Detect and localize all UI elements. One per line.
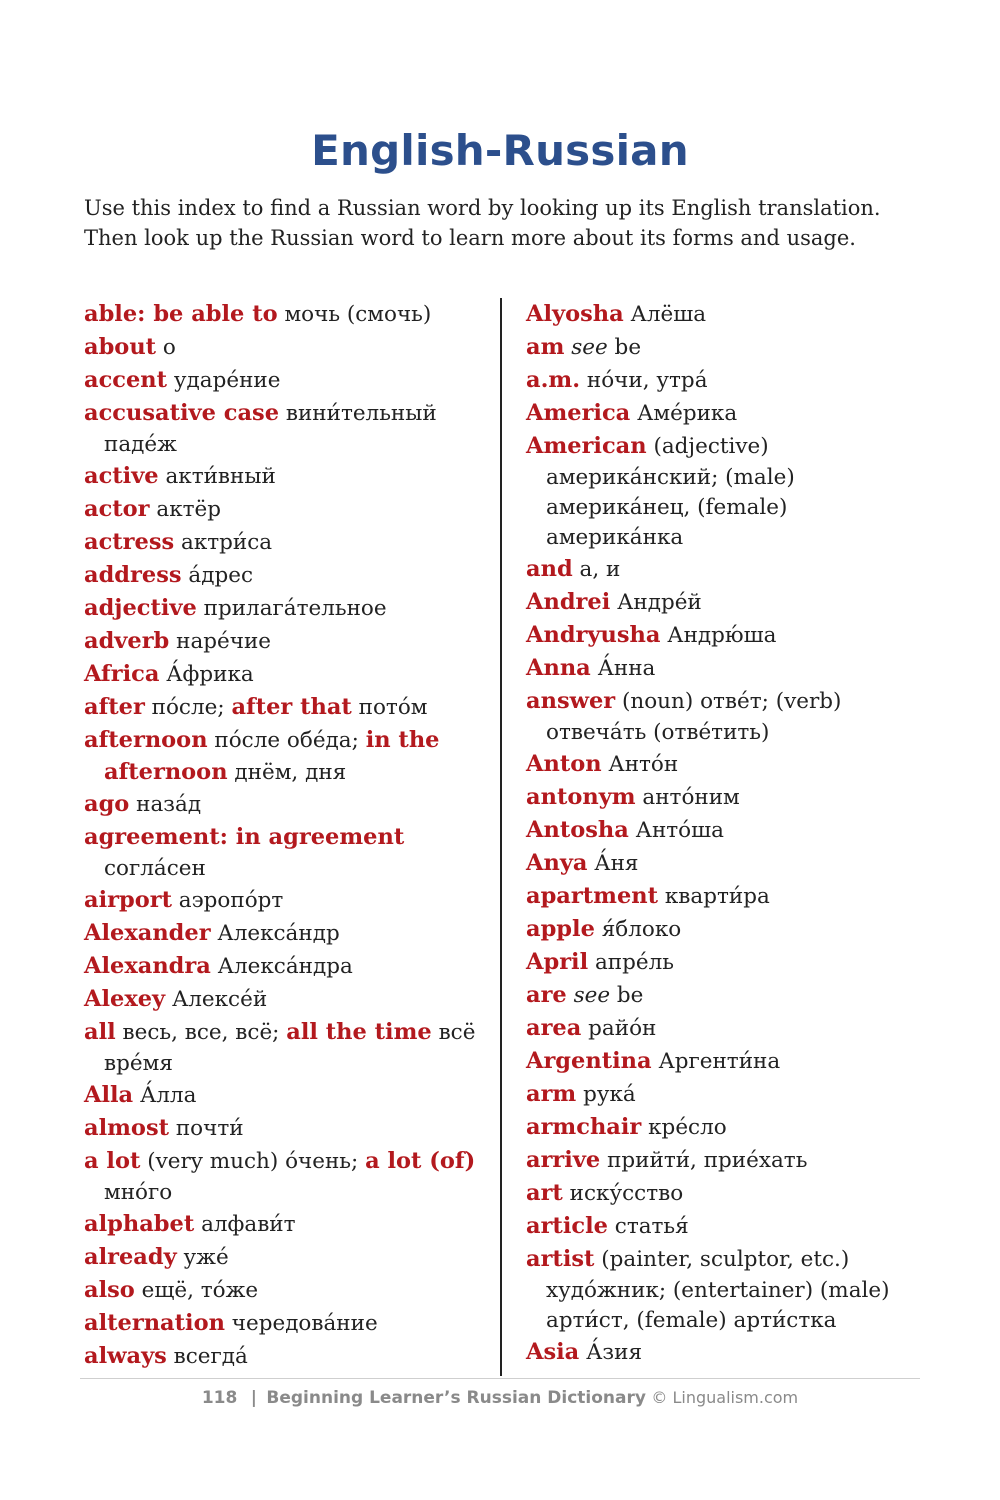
translation: худо́жник; (entertainer) (male) — [546, 1278, 890, 1303]
entry-line — [526, 1045, 926, 1078]
translation: иску́сство — [562, 1181, 684, 1206]
dictionary-entry — [526, 553, 926, 586]
entry-continuation-line — [526, 1306, 926, 1336]
headword: almost — [84, 1115, 170, 1141]
headword: always — [84, 1343, 167, 1369]
translation: уже́ — [176, 1245, 229, 1270]
headword: a.m. — [526, 367, 581, 393]
translation: ударе́ние — [167, 368, 281, 393]
dictionary-entry — [84, 658, 494, 691]
translation: А́ня — [587, 851, 639, 876]
headword: art — [526, 1180, 563, 1206]
translation: по́сле обе́да; — [207, 728, 366, 753]
dictionary-entry — [526, 586, 926, 619]
dictionary-entry — [526, 1078, 926, 1111]
translation: be — [607, 335, 642, 360]
translation: кварти́ра — [658, 884, 770, 909]
dictionary-entry — [526, 1045, 926, 1078]
dictionary-entry — [84, 559, 494, 592]
translation: алфави́т — [194, 1212, 296, 1237]
entry-line — [526, 1336, 926, 1369]
entry-line — [526, 781, 926, 814]
dictionary-entry — [84, 788, 494, 821]
entry-continuation-line — [84, 430, 494, 460]
translation: америка́нка — [546, 525, 684, 550]
dictionary-entry — [526, 331, 926, 364]
translation: вре́мя — [104, 1051, 173, 1076]
translation: наре́чие — [169, 629, 272, 654]
entry-line — [526, 1078, 926, 1111]
headword: able: be able to — [84, 301, 278, 327]
dictionary-entry — [526, 781, 926, 814]
translation: кре́сло — [641, 1115, 727, 1140]
dictionary-entry — [84, 364, 494, 397]
dictionary-entry — [84, 625, 494, 658]
dictionary-entry — [526, 1111, 926, 1144]
translation: о — [156, 335, 176, 360]
entry-line — [84, 625, 494, 658]
entry-line — [526, 748, 926, 781]
headword: am — [526, 334, 565, 360]
copyright: © Lingualism.com — [651, 1388, 799, 1407]
entry-line — [84, 559, 494, 592]
headword: about — [84, 334, 157, 360]
dictionary-entry — [526, 1177, 926, 1210]
translation: А́нна — [590, 656, 656, 681]
headword: Anya — [526, 850, 588, 876]
translation: А́лла — [133, 1083, 197, 1108]
entry-line — [84, 724, 494, 757]
translation: по́сле; — [144, 695, 232, 720]
entry-line — [84, 397, 494, 430]
entry-line — [526, 1012, 926, 1045]
translation: наза́д — [129, 792, 202, 817]
translation: аэропо́рт — [171, 888, 284, 913]
dictionary-entry — [84, 917, 494, 950]
entry-line — [526, 685, 926, 718]
translation: Анто́н — [601, 752, 679, 777]
entry-line — [84, 460, 494, 493]
entry-line — [526, 946, 926, 979]
page-footer — [0, 1385, 1000, 1411]
page-number: 118 — [201, 1388, 238, 1408]
dictionary-entry — [526, 946, 926, 979]
entry-line — [84, 917, 494, 950]
entry-line — [84, 1145, 494, 1178]
entry-line — [84, 1340, 494, 1373]
translation: (noun) отве́т; (verb) — [615, 689, 842, 714]
entry-continuation-line — [84, 1049, 494, 1079]
entry-line — [526, 979, 926, 1012]
entry-line — [526, 331, 926, 364]
translation: а, и — [572, 557, 621, 582]
headword: answer — [526, 688, 616, 714]
headword: after — [84, 694, 145, 720]
translation: мочь (смочь) — [277, 302, 432, 327]
headword: adjective — [84, 595, 197, 621]
headword: Alexander — [84, 920, 211, 946]
entry-continuation-line — [84, 757, 494, 788]
intro-paragraph — [84, 194, 934, 253]
dictionary-entry — [84, 493, 494, 526]
entry-continuation-line — [526, 463, 926, 493]
dictionary-entry — [84, 1016, 494, 1079]
headword: active — [84, 463, 159, 489]
entry-line — [526, 1243, 926, 1276]
intro-line: Then look up the Russian word to learn more about its forms and usage. — [84, 225, 856, 250]
entry-line — [84, 1274, 494, 1307]
cross-reference: see — [573, 983, 611, 1008]
entry-line — [84, 884, 494, 917]
translation: Аргенти́на — [651, 1049, 781, 1074]
translation: всё — [431, 1020, 476, 1045]
entry-continuation-line — [526, 523, 926, 553]
entry-line — [526, 913, 926, 946]
headword: artist — [526, 1246, 595, 1272]
headword: after that — [231, 694, 352, 720]
headword: actress — [84, 529, 175, 555]
entry-line — [84, 788, 494, 821]
column-divider — [500, 298, 502, 1376]
dictionary-entry — [526, 652, 926, 685]
headword: apple — [526, 916, 595, 942]
dictionary-entry — [526, 1336, 926, 1369]
headword: adverb — [84, 628, 170, 654]
dictionary-entry — [526, 1210, 926, 1243]
dictionary-entry — [526, 397, 926, 430]
dictionary-entry — [84, 526, 494, 559]
translation: Анто́ша — [628, 818, 724, 843]
translation: анто́ним — [635, 785, 740, 810]
translation: райо́н — [581, 1016, 657, 1041]
translation: актри́са — [174, 530, 273, 555]
headword: article — [526, 1213, 608, 1239]
page-title: English-Russian — [311, 126, 689, 175]
dictionary-entry — [84, 1112, 494, 1145]
entry-line — [84, 331, 494, 364]
book-title: Beginning Learner’s Russian Dictionary — [266, 1388, 646, 1408]
headword: Asia — [526, 1339, 580, 1365]
headword: agreement: in agreement — [84, 824, 405, 850]
dictionary-entry — [84, 1145, 494, 1208]
translation: be — [610, 983, 644, 1008]
entry-line — [526, 430, 926, 463]
left-column — [84, 298, 494, 1373]
dictionary-entry — [84, 1274, 494, 1307]
entry-line — [526, 397, 926, 430]
translation: (adjective) — [646, 434, 769, 459]
dictionary-entry — [84, 331, 494, 364]
entry-line — [526, 364, 926, 397]
entry-line — [84, 1208, 494, 1241]
dictionary-entry — [526, 364, 926, 397]
headword: Anton — [526, 751, 602, 777]
translation: Алекса́ндр — [210, 921, 340, 946]
dictionary-entry — [84, 1307, 494, 1340]
entry-line — [84, 1079, 494, 1112]
dictionary-entry — [526, 685, 926, 748]
translation: вини́тельный — [279, 401, 437, 426]
entry-line — [526, 847, 926, 880]
entry-line — [526, 814, 926, 847]
entry-line — [84, 526, 494, 559]
headword: all the time — [286, 1019, 432, 1045]
headword: actor — [84, 496, 150, 522]
dictionary-entry — [84, 821, 494, 884]
translation: Алексе́й — [165, 987, 268, 1012]
headword: apartment — [526, 883, 659, 909]
entry-line — [526, 619, 926, 652]
dictionary-entry — [84, 1079, 494, 1112]
dictionary-entry — [526, 1144, 926, 1177]
headword: Argentina — [526, 1048, 652, 1074]
translation: паде́ж — [104, 432, 177, 457]
headword: Antosha — [526, 817, 629, 843]
entry-line — [84, 493, 494, 526]
footer-separator: | — [250, 1388, 257, 1408]
headword: Andrei — [526, 589, 611, 615]
translation: апре́ль — [588, 950, 674, 975]
headword: a lot — [84, 1148, 141, 1174]
headword: alphabet — [84, 1211, 195, 1237]
entry-continuation-line — [526, 493, 926, 523]
entry-line — [84, 364, 494, 397]
headword: April — [526, 949, 589, 975]
dictionary-entry — [526, 1243, 926, 1336]
translation: (very much) о́чень; — [140, 1149, 366, 1174]
headword: already — [84, 1244, 177, 1270]
entry-line — [84, 1016, 494, 1049]
dictionary-entry — [526, 847, 926, 880]
headword: accusative case — [84, 400, 280, 426]
entry-line — [84, 1241, 494, 1274]
entry-line — [526, 298, 926, 331]
translation: рука́ — [576, 1082, 636, 1107]
entry-line — [526, 1210, 926, 1243]
translation: акти́вный — [158, 464, 276, 489]
entry-line — [84, 691, 494, 724]
entry-continuation-line — [526, 718, 926, 748]
translation: отвеча́ть (отве́тить) — [546, 720, 770, 745]
headword: armchair — [526, 1114, 642, 1140]
dictionary-entry — [84, 691, 494, 724]
intro-line: Use this index to find a Russian word by looking up its English translation. — [84, 196, 881, 220]
dictionary-entry — [84, 983, 494, 1016]
entry-line — [526, 880, 926, 913]
dictionary-entry — [84, 884, 494, 917]
headword: America — [526, 400, 631, 426]
headword: are — [526, 982, 567, 1008]
dictionary-entry — [526, 619, 926, 652]
dictionary-entry — [84, 950, 494, 983]
dictionary-entry — [526, 430, 926, 553]
entry-continuation-line — [84, 1178, 494, 1208]
dictionary-entry — [84, 460, 494, 493]
entry-continuation-line — [84, 854, 494, 884]
entry-line — [526, 1177, 926, 1210]
headword: accent — [84, 367, 168, 393]
translation — [567, 983, 574, 1008]
dictionary-entry — [526, 814, 926, 847]
translation: чередова́ние — [224, 1311, 378, 1336]
translation: Андре́й — [610, 590, 702, 615]
translation: но́чи, утра́ — [580, 368, 708, 393]
entry-line — [84, 821, 494, 854]
translation: арти́ст, (female) арти́стка — [546, 1308, 837, 1333]
headword: Alyosha — [526, 301, 624, 327]
translation: А́зия — [579, 1340, 643, 1365]
translation: Аме́рика — [630, 401, 738, 426]
dictionary-entry — [84, 1208, 494, 1241]
headword: Alexandra — [84, 953, 211, 979]
translation: согла́сен — [104, 856, 206, 881]
entry-line — [526, 1144, 926, 1177]
headword: Alla — [84, 1082, 134, 1108]
headword: arm — [526, 1081, 577, 1107]
dictionary-entry — [526, 1012, 926, 1045]
dictionary-entry — [526, 298, 926, 331]
translation: прилага́тельное — [196, 596, 387, 621]
translation: ещё, то́же — [134, 1278, 259, 1303]
dictionary-entry — [84, 592, 494, 625]
headword: in the — [365, 727, 440, 753]
entry-line — [84, 658, 494, 691]
entry-line — [526, 586, 926, 619]
entry-line — [84, 983, 494, 1016]
headword: Anna — [526, 655, 591, 681]
entry-line — [84, 298, 494, 331]
dictionary-entry — [84, 1340, 494, 1373]
headword: a lot (of) — [365, 1148, 476, 1174]
headword: also — [84, 1277, 135, 1303]
headword: afternoon — [84, 727, 208, 753]
translation: весь, все, всё; — [115, 1020, 287, 1045]
entry-continuation-line — [526, 1276, 926, 1306]
entry-line — [526, 652, 926, 685]
headword: antonym — [526, 784, 636, 810]
dictionary-entry — [84, 1241, 494, 1274]
translation: мно́го — [104, 1180, 173, 1205]
translation: а́дрес — [181, 563, 253, 588]
entry-line — [84, 592, 494, 625]
dictionary-entry — [84, 724, 494, 788]
headword: airport — [84, 887, 172, 913]
headword: area — [526, 1015, 582, 1041]
entry-line — [526, 553, 926, 586]
dictionary-entry — [526, 913, 926, 946]
translation: пото́м — [351, 695, 428, 720]
entry-line — [526, 1111, 926, 1144]
cross-reference: see — [571, 335, 608, 360]
dictionary-entry — [526, 979, 926, 1012]
headword: Alexey — [84, 986, 166, 1012]
headword: arrive — [526, 1147, 601, 1173]
headword: American — [526, 433, 647, 459]
entry-line — [84, 1307, 494, 1340]
translation: америка́нский; (male) — [546, 465, 795, 490]
translation: Андрю́ша — [660, 623, 777, 648]
translation: актёр — [149, 497, 222, 522]
headword: Andryusha — [526, 622, 661, 648]
translation: почти́ — [169, 1116, 244, 1141]
translation: (painter, sculptor, etc.) — [594, 1247, 850, 1272]
footer-rule — [80, 1378, 920, 1379]
translation: днём, дня — [227, 760, 347, 785]
right-column — [526, 298, 926, 1369]
translation: Алекса́ндра — [210, 954, 353, 979]
dictionary-entry — [84, 298, 494, 331]
headword: Africa — [84, 661, 160, 687]
dictionary-entry — [84, 397, 494, 460]
headword: ago — [84, 791, 130, 817]
translation: Алёша — [623, 302, 707, 327]
translation: прийти́, прие́хать — [600, 1148, 808, 1173]
translation: статья́ — [607, 1214, 689, 1239]
headword: address — [84, 562, 182, 588]
translation: америка́нец, (female) — [546, 495, 788, 520]
translation: А́фрика — [159, 662, 254, 687]
headword: afternoon — [104, 759, 228, 785]
entry-line — [84, 950, 494, 983]
dictionary-entry — [526, 748, 926, 781]
translation: всегда́ — [166, 1344, 248, 1369]
entry-line — [84, 1112, 494, 1145]
headword: all — [84, 1019, 116, 1045]
headword: alternation — [84, 1310, 225, 1336]
dictionary-entry — [526, 880, 926, 913]
translation: я́блоко — [594, 917, 682, 942]
headword: and — [526, 556, 573, 582]
